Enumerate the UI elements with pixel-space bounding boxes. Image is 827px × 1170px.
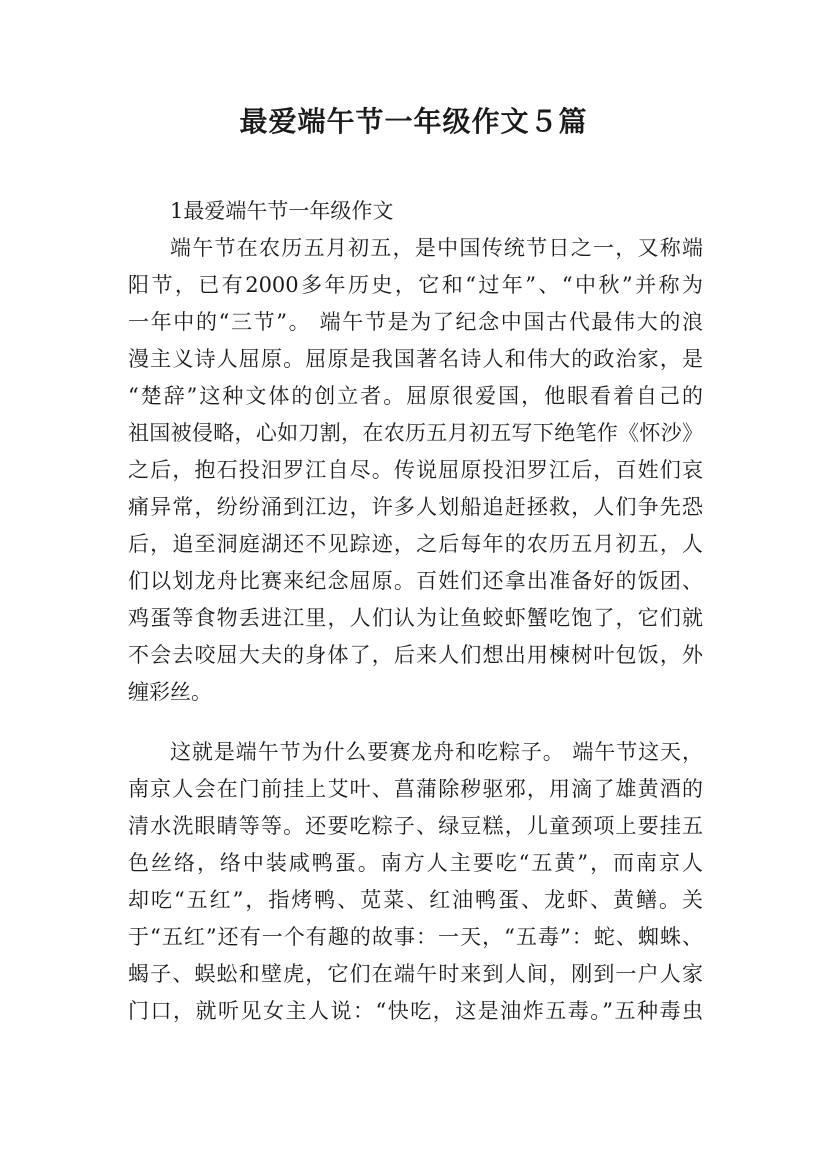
paragraph-line: 门口，就听见女主人说：“快吃，这是油炸五毒。”五种毒虫 [128, 999, 703, 1023]
paragraph-line: 一年中的“三节”。 端午节是为了纪念中国古代最伟大的浪 [128, 310, 703, 334]
paragraph-line: 漫主义诗人屈原。屈原是我国著名诗人和伟大的政治家，是 [128, 347, 703, 371]
paragraph-line: 祖国被侵略，心如刀割，在农历五月初五写下绝笔作《怀沙》 [128, 421, 703, 445]
paragraph-line: 色丝络，络中装咸鸭蛋。南方人主要吃“五黄”，而南京人 [128, 851, 703, 875]
paragraph-line: 痛异常，纷纷涌到江边，许多人划船追赶拯救，人们争先恐 [128, 495, 703, 519]
paragraph-line: 这就是端午节为什么要赛龙舟和吃粽子。 端午节这天， [170, 740, 703, 764]
paragraph-line: 不会去咬屈大夫的身体了，后来人们想出用楝树叶包饭，外 [128, 643, 703, 667]
paragraph-line: 后，追至洞庭湖还不见踪迹，之后每年的农历五月初五，人 [128, 532, 703, 556]
paragraph-line: 阳节，已有2000多年历史，它和“过年”、“中秋”并称为 [128, 273, 703, 297]
paragraph-line: 端午节在农历五月初五，是中国传统节日之一，又称端 [170, 236, 703, 260]
paragraph-line: 们以划龙舟比赛来纪念屈原。百姓们还拿出准备好的饭团、 [128, 569, 703, 593]
document-title: 最爱端午节一年级作文５篇 [239, 105, 588, 138]
paragraph-line: 于“五红”还有一个有趣的故事：一天，“五毒”：蛇、蜘蛛、 [128, 925, 703, 949]
paragraph-line: 清水洗眼睛等等。还要吃粽子、绿豆糕，儿童颈项上要挂五 [128, 814, 703, 838]
paragraph-line: 南京人会在门前挂上艾叶、菖蒲除秽驱邪，用滴了雄黄酒的 [128, 777, 703, 801]
paragraph-line: 却吃“五红”，指烤鸭、苋菜、红油鸭蛋、龙虾、黄鳝。关 [128, 888, 703, 912]
paragraph-line: 鸡蛋等食物丢进江里，人们认为让鱼蛟虾蟹吃饱了，它们就 [128, 606, 703, 630]
paragraph-line: 缠彩丝。 [128, 680, 212, 704]
paragraph-line: 蝎子、蜈蚣和壁虎，它们在端午时来到人间，刚到一户人家 [128, 962, 703, 986]
paragraph-line: 之后，抱石投汨罗江自尽。传说屈原投汨罗江后，百姓们哀 [128, 458, 703, 482]
paragraph-line: “楚辞”这种文体的创立者。屈原很爱国，他眼看着自己的 [128, 384, 703, 408]
section-heading: 1最爱端午节一年级作文 [170, 199, 394, 223]
